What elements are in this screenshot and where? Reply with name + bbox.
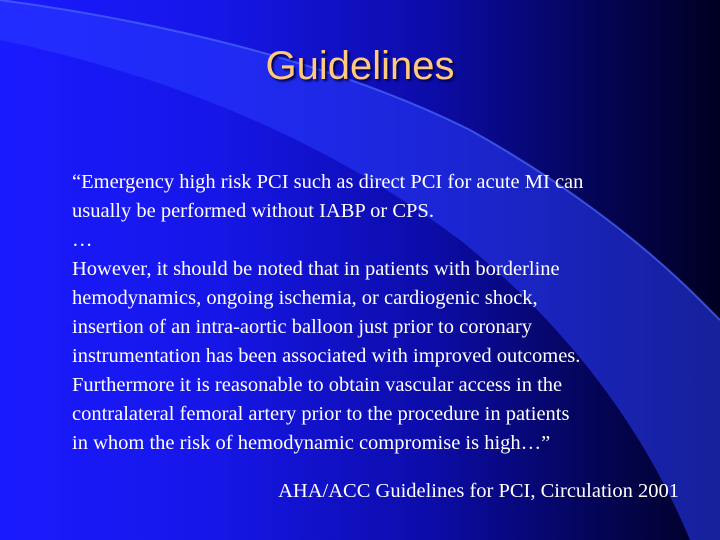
slide-title: Guidelines xyxy=(265,44,455,88)
quote-line: However, it should be noted that in patients with borderline xyxy=(72,258,560,280)
quote-line: Furthermore it is reasonable to obtain vascular access in the xyxy=(72,374,563,396)
citation: AHA/ACC Guidelines for PCI, Circulation 2001 xyxy=(278,480,679,502)
quote-body xyxy=(72,168,692,458)
quote-line: hemodynamics, ongoing ischemia, or cardiogenic shock, xyxy=(72,287,538,309)
quote-line: contralateral femoral artery prior to the procedure in patients xyxy=(72,403,570,425)
quote-line: instrumentation has been associated with improved outcomes. xyxy=(72,345,581,367)
quote-line: usually be performed without IABP or CPS. xyxy=(72,200,434,222)
quote-line: in whom the risk of hemodynamic compromise is high…” xyxy=(72,432,551,454)
quote-line: “Emergency high risk PCI such as direct PCI for acute MI can xyxy=(72,171,584,193)
quote-line: insertion of an intra-aortic balloon just prior to coronary xyxy=(72,316,532,338)
quote-line: … xyxy=(72,229,93,251)
